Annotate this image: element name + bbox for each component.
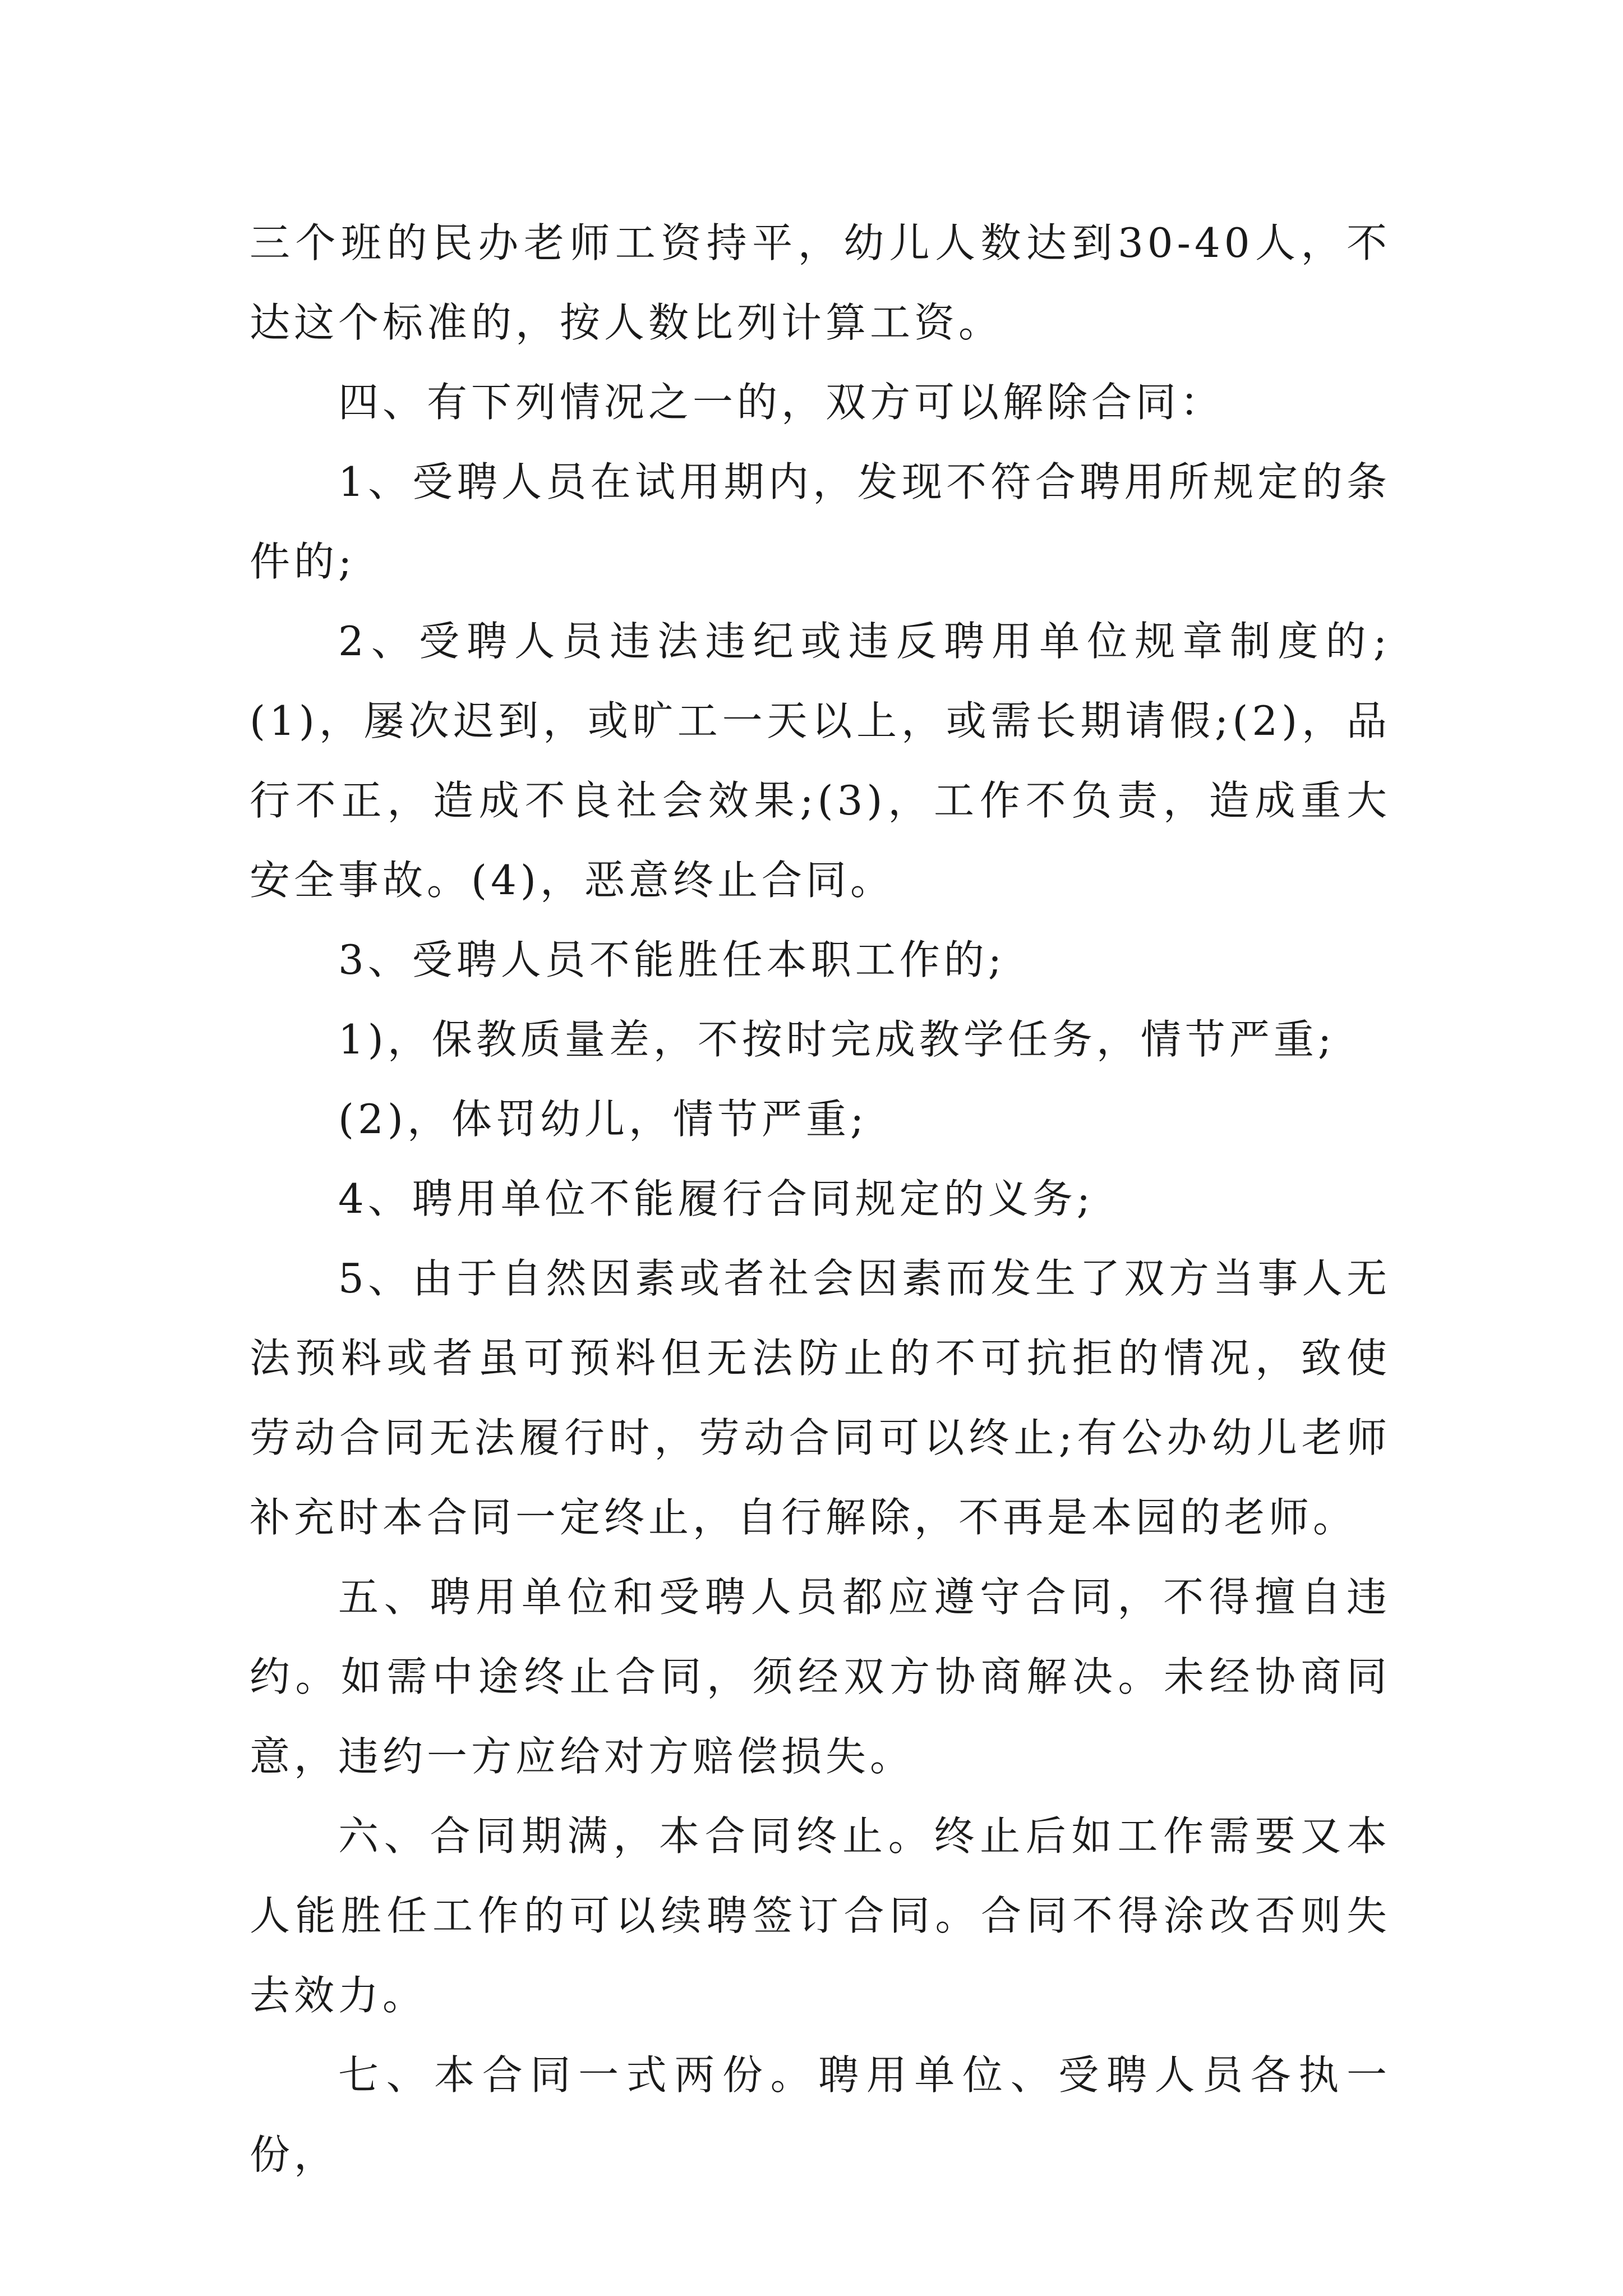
paragraph-clause-3-item-2: (2)，体罚幼儿，情节严重; [338,1096,868,1143]
paragraph-section-7: 七、本合同一式两份。聘用单位、受聘人员各执一份， [250,2051,1391,2178]
paragraph-clause-3-item-1: 1)，保教质量差，不按时完成教学任务，情节严重; [338,1016,1336,1063]
paragraph-clause-2: 2、受聘人员违法违纪或违反聘用单位规章制度的;(1)，屡次迟到，或旷工一天以上，或需长期请假;(2)，品行不正，造成不良社会效果;(3)，工作不负责，造成重大安全事故。(4)，恶意终止合同。 [250,618,1391,904]
document-body [250,203,1391,2194]
paragraph-section-5: 五、聘用单位和受聘人员都应遵守合同，不得擅自违约。如需中途终止合同，须经双方协商解决。未经协商同意，违约一方应给对方赔偿损失。 [250,1573,1391,1780]
paragraph-clause-1: 1、受聘人员在试用期内，发现不符合聘用所规定的条件的; [250,458,1391,585]
paragraph-clause-4: 4、聘用单位不能履行合同规定的义务; [338,1175,1095,1222]
paragraph-clause-5: 5、由于自然因素或者社会因素而发生了双方当事人无法预料或者虽可预料但无法防止的不可抗拒的情况，致使劳动合同无法履行时，劳动合同可以终止;有公办幼儿老师补充时本合同一定终止，自行解除，不再是本园的老师。 [250,1255,1391,1541]
paragraph-clause-3: 3、受聘人员不能胜任本职工作的; [338,936,1006,983]
paragraph-termination-heading: 四、有下列情况之一的，双方可以解除合同： [338,379,1225,426]
paragraph-section-6: 六、合同期满，本合同终止。终止后如工作需要又本人能胜任工作的可以续聘签订合同。合同不得涂改否则失去效力。 [250,1812,1391,2019]
paragraph-salary: 三个班的民办老师工资持平，幼儿人数达到30-40人，不达这个标准的，按人数比列计算工资。 [250,219,1391,346]
